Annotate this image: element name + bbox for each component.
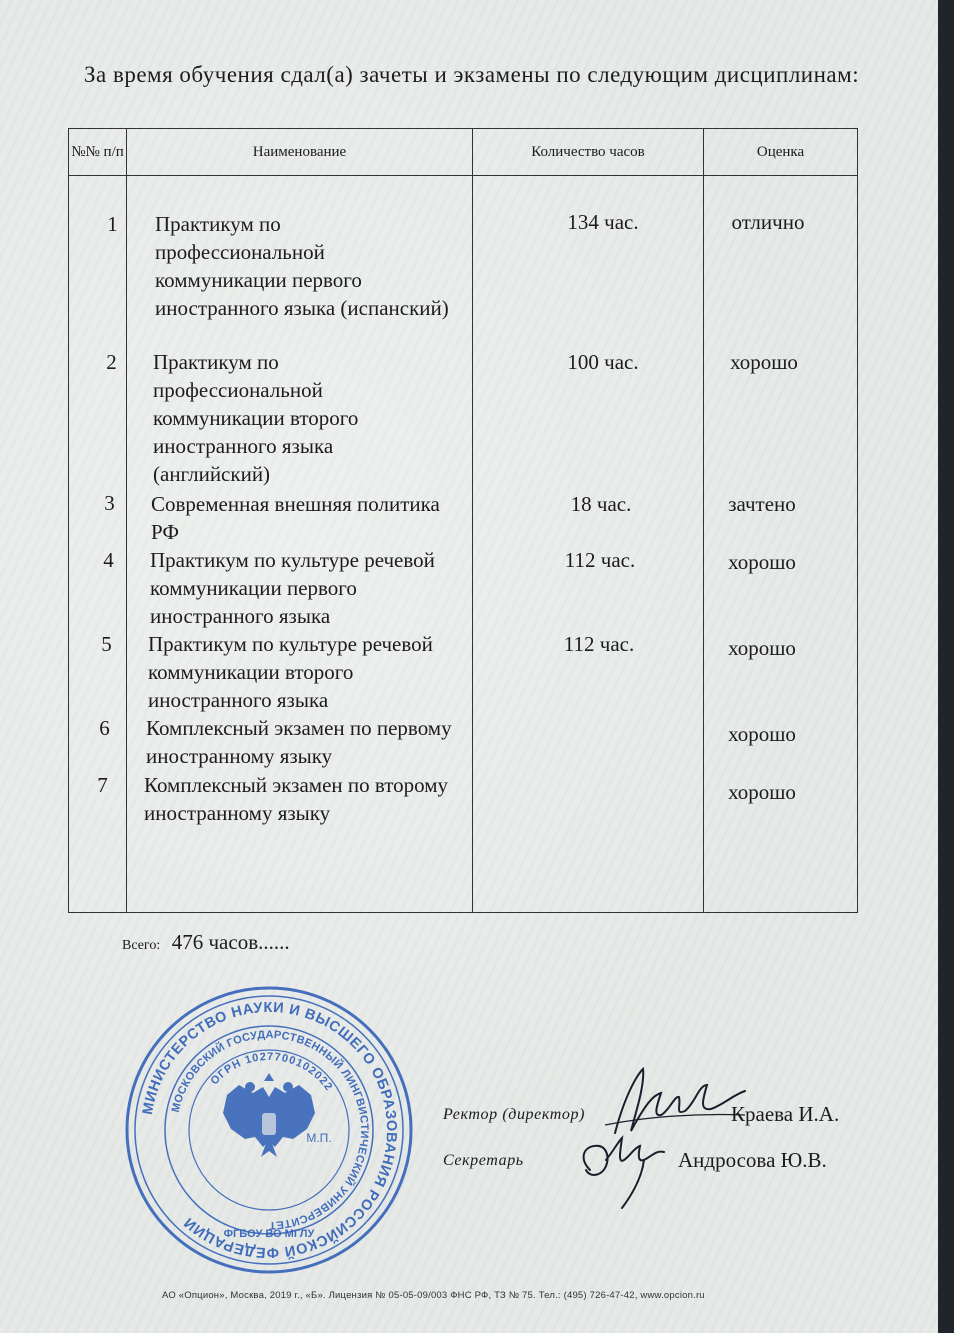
seal-abbreviation: ФГБОУ ВО МГЛУ	[223, 1228, 315, 1240]
row-grade: хорошо	[728, 780, 796, 804]
number-column	[69, 176, 127, 913]
row-number: 1	[107, 212, 118, 236]
secretary-handwritten-signature	[560, 1120, 690, 1215]
row-hours: 100 час.	[567, 350, 639, 374]
row-grade: хорошо	[728, 636, 796, 660]
row-hours: 134 час.	[567, 210, 639, 234]
row-discipline: Практикум по культуре речевой коммуникации первого иностранного языка	[150, 548, 435, 628]
row-discipline: Практикум по профессиональной коммуникации второго иностранного языка (английский)	[153, 350, 359, 486]
header-name: Наименование	[127, 129, 473, 176]
row-grade: хорошо	[728, 722, 796, 746]
row-grade: отлично	[731, 210, 805, 234]
eagle-emblem-icon	[223, 1073, 315, 1157]
row-number: 5	[101, 632, 112, 656]
row-hours: 18 час.	[570, 492, 632, 516]
seal-ogrn: ОГРН 1027700102022	[208, 1050, 335, 1094]
row-number: 7	[97, 773, 108, 797]
row-number: 2	[106, 350, 117, 374]
row-hours: 112 час.	[564, 548, 636, 572]
row-discipline: Современная внешняя политика РФ	[151, 492, 440, 544]
seal-mark: М.П.	[306, 1131, 332, 1145]
total-hours	[122, 930, 290, 955]
row-discipline: Комплексный экзамен по второму иностранному языку	[144, 773, 449, 825]
total-value: 476 часов......	[171, 930, 290, 954]
header-grade: Оценка	[704, 129, 858, 176]
row-grade: хорошо	[730, 350, 798, 374]
official-seal	[124, 985, 414, 1275]
background-edge	[938, 0, 954, 1333]
hours-column	[473, 176, 704, 913]
row-hours: 112 час.	[563, 632, 635, 656]
rector-role: Ректор (директор)	[443, 1106, 586, 1123]
row-grade: хорошо	[728, 550, 796, 574]
row-discipline: Комплексный экзамен по первому иностранному языку	[146, 716, 452, 768]
row-number: 4	[103, 548, 114, 572]
row-number: 3	[104, 491, 115, 515]
row-discipline: Практикум по культуре речевой коммуникации второго иностранного языка	[148, 632, 433, 712]
row-discipline: Практикум по профессиональной коммуникации первого иностранного языка (испанский)	[155, 212, 449, 320]
secretary-role: Секретарь	[443, 1152, 524, 1169]
printer-footer: АО «Опцион», Москва, 2019 г., «Б». Лицензия № 05-05-09/003 ФНС РФ, ТЗ № 75. Тел.: (495) 726-47-42, www.opcion.ru	[162, 1290, 705, 1301]
row-grade: зачтено	[728, 492, 796, 516]
secretary-name: Андросова Ю.В.	[678, 1148, 827, 1172]
header-hours: Количество часов	[473, 129, 704, 176]
intro-text: За время обучения сдал(а) зачеты и экзамены по следующим дисциплинам:	[84, 62, 860, 87]
header-number: №№ п/п	[69, 129, 127, 176]
row-number: 6	[99, 716, 110, 740]
total-label: Всего:	[122, 938, 161, 953]
rector-name: Краева И.А.	[731, 1102, 840, 1126]
seal-inner-text: МОСКОВСКИЙ ГОСУДАРСТВЕННЫЙ ЛИНГВИСТИЧЕСКИЙ УНИВЕРСИТЕТ	[169, 1028, 371, 1232]
seal-outer-text: МИНИСТЕРСТВО НАУКИ И ВЫСШЕГО ОБРАЗОВАНИЯ РОССИЙСКОЙ ФЕДЕРАЦИИ	[139, 999, 400, 1261]
